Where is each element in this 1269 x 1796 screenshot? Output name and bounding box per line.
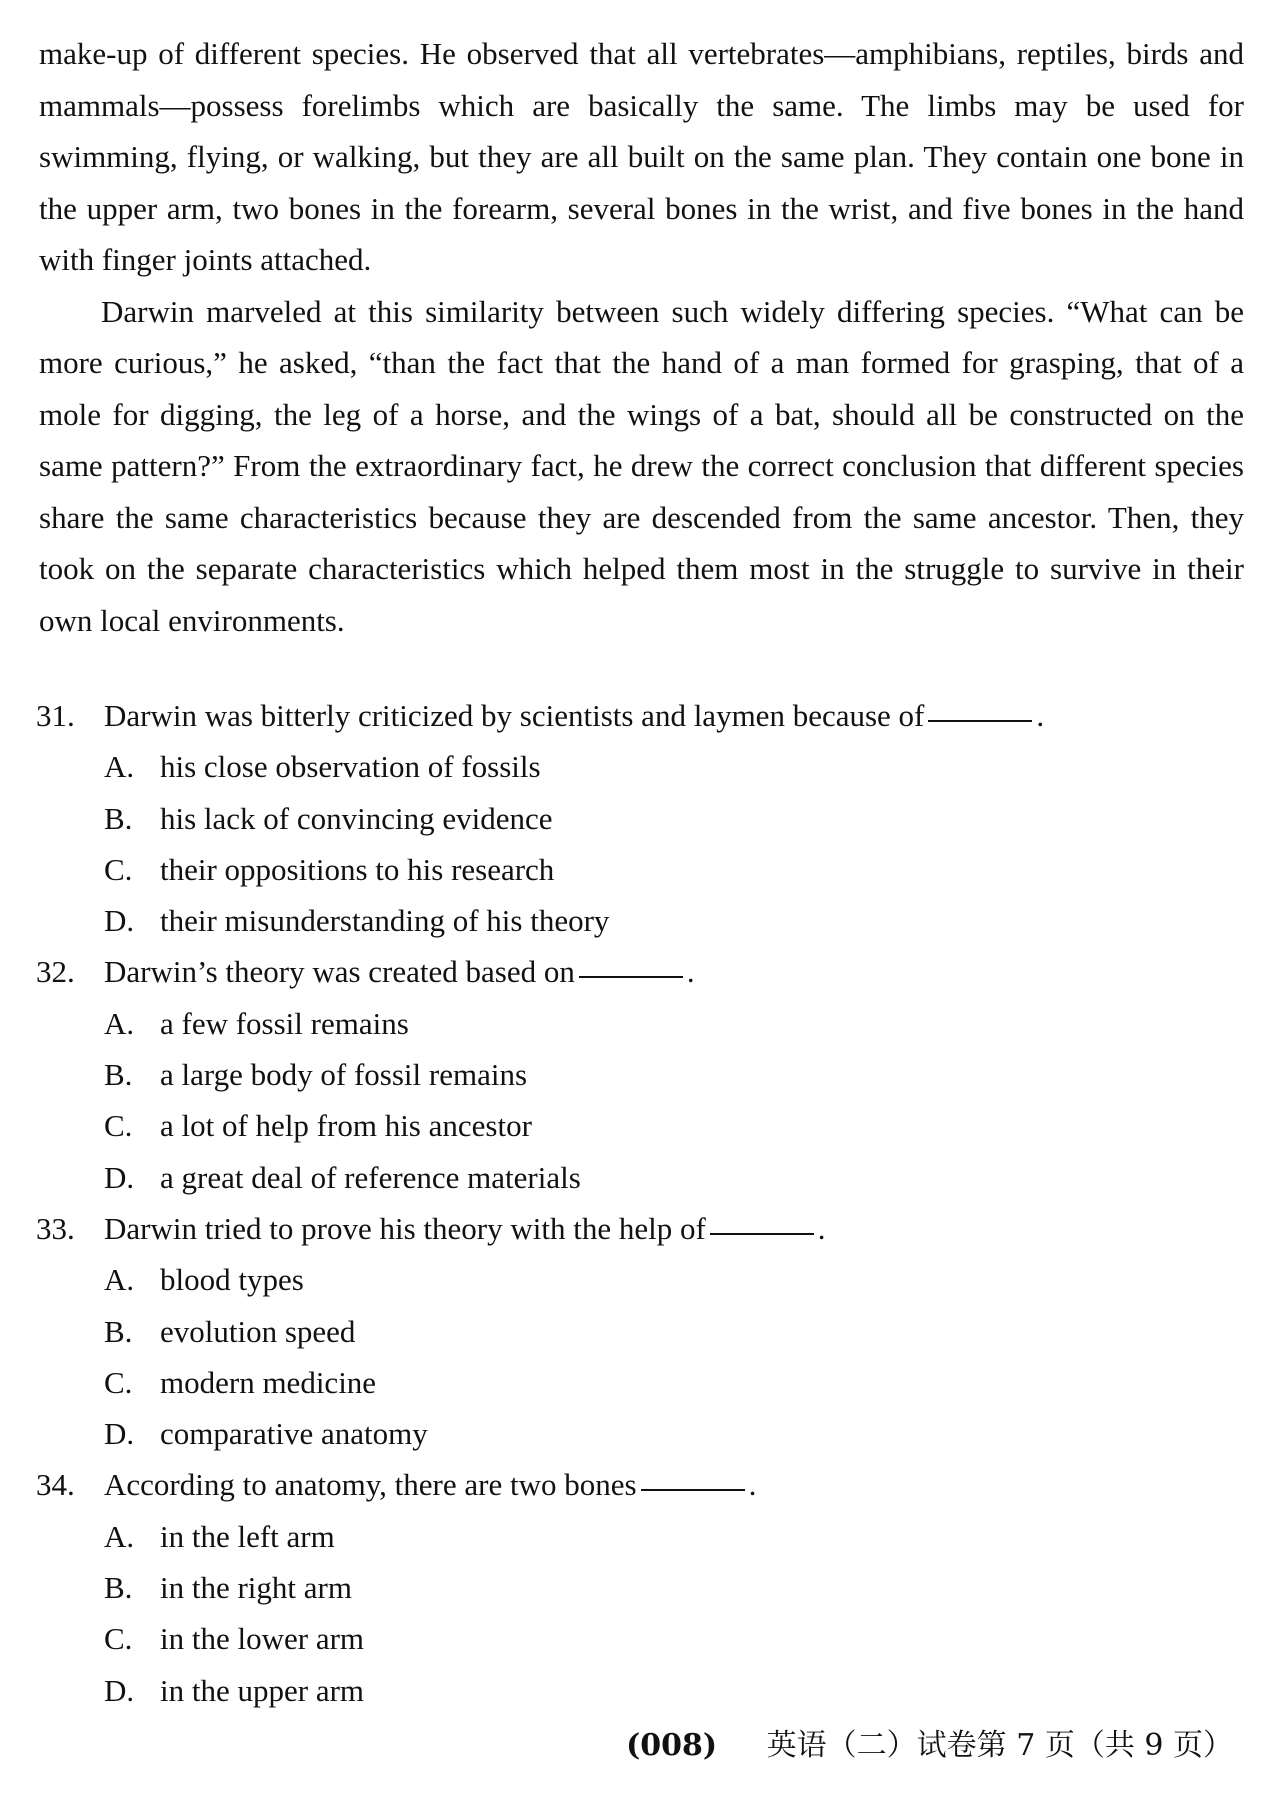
question-number: 31. [36, 698, 75, 733]
option-c [36, 844, 1241, 895]
page-footer [626, 1726, 1233, 1766]
question-stem [36, 946, 1241, 997]
option-text: in the lower arm [160, 1621, 365, 1657]
question-text: Darwin tried to prove his theory with the help of [104, 1210, 706, 1246]
option-letter: C. [104, 1621, 133, 1657]
question-end: . [1036, 698, 1045, 733]
option-text: modern medicine [160, 1364, 377, 1400]
question-end: . [817, 1210, 826, 1246]
option-letter: C. [104, 851, 133, 887]
option-b [36, 1049, 1241, 1100]
option-d [36, 895, 1241, 946]
question-stem [36, 1459, 1241, 1510]
option-letter: D. [104, 1159, 135, 1195]
exam-code: (008) [626, 1728, 718, 1763]
question-end: . [686, 954, 695, 990]
option-a [36, 1511, 1241, 1562]
page-label: 英语（二）试卷第 7 页（共 9 页） [766, 1728, 1233, 1763]
option-letter: C. [104, 1108, 133, 1144]
option-text: in the right arm [160, 1570, 352, 1606]
answer-blank [928, 690, 1032, 722]
option-c [36, 1357, 1241, 1408]
option-text: a lot of help from his ancestor [160, 1108, 532, 1144]
question-number: 33. [36, 1210, 75, 1246]
question-stem [36, 690, 1241, 741]
option-b [36, 793, 1241, 844]
option-text: his lack of convincing evidence [160, 800, 553, 836]
option-c [36, 1613, 1241, 1664]
option-text: in the left arm [160, 1518, 335, 1554]
option-letter: C. [104, 1364, 133, 1400]
option-letter: B. [104, 1570, 133, 1606]
question-number: 34. [36, 1467, 75, 1503]
question-32 [36, 946, 1241, 1202]
option-letter: D. [104, 903, 135, 939]
question-text: Darwin was bitterly criticized by scientists and laymen because of [104, 698, 925, 733]
option-text: evolution speed [160, 1313, 356, 1349]
answer-blank [641, 1459, 745, 1491]
question-text: According to anatomy, there are two bones [104, 1467, 637, 1503]
option-letter: B. [104, 800, 133, 836]
option-letter: D. [104, 1416, 135, 1452]
passage-paragraph: make-up of different species. He observed that all vertebrates—amphibians, reptiles, birds and mammals—possess forelimbs which are basically the same. The limbs may be used for swimming, flying, or walking, but they are all built on the same plan. They contain one bone in the upper arm, two bones in the forearm, several bones in the wrist, and five bones in the hand with finger joints attached. [39, 36, 1244, 277]
option-text: their oppositions to his research [160, 851, 555, 887]
option-text: his close observation of fossils [160, 749, 541, 785]
option-letter: A. [104, 1518, 135, 1554]
option-b [36, 1562, 1241, 1613]
option-letter: A. [104, 1005, 135, 1041]
option-letter: A. [104, 1262, 135, 1298]
option-text: a few fossil remains [160, 1005, 409, 1041]
reading-passage [39, 28, 1244, 646]
option-text: comparative anatomy [160, 1416, 428, 1452]
option-a [36, 998, 1241, 1049]
passage-paragraph: Darwin marveled at this similarity between such widely differing species. “What can be more curious,” he asked, “than the fact that the hand of a man formed for grasping, that of a mole for digging, the leg of a horse, and the wings of a bat, should all be constructed on the same pattern?” From the extraordinary fact, he drew the correct conclusion that different species share the same characteristics because they are descended from the same ancestor. Then, they took on the separate characteristics which helped them most in the struggle to survive in their own local environments. [39, 293, 1244, 638]
option-d [36, 1665, 1241, 1716]
question-list [36, 690, 1241, 1716]
option-letter: B. [104, 1057, 133, 1093]
option-letter: D. [104, 1672, 135, 1708]
question-34 [36, 1459, 1241, 1715]
answer-blank [579, 946, 683, 978]
option-text: blood types [160, 1262, 304, 1298]
question-31 [36, 690, 1241, 946]
question-end: . [748, 1467, 757, 1503]
answer-blank [710, 1203, 814, 1235]
option-text: a large body of fossil remains [160, 1057, 528, 1093]
question-number: 32. [36, 954, 75, 990]
option-d [36, 1152, 1241, 1203]
option-letter: B. [104, 1313, 133, 1349]
option-a [36, 741, 1241, 792]
option-a [36, 1254, 1241, 1305]
option-b [36, 1306, 1241, 1357]
option-c [36, 1100, 1241, 1151]
option-d [36, 1408, 1241, 1459]
option-letter: A. [104, 749, 135, 785]
question-33 [36, 1203, 1241, 1459]
option-text: their misunderstanding of his theory [160, 903, 610, 939]
option-text: a great deal of reference materials [160, 1159, 581, 1195]
option-text: in the upper arm [160, 1672, 365, 1708]
question-stem [36, 1203, 1241, 1254]
question-text: Darwin’s theory was created based on [104, 954, 575, 990]
